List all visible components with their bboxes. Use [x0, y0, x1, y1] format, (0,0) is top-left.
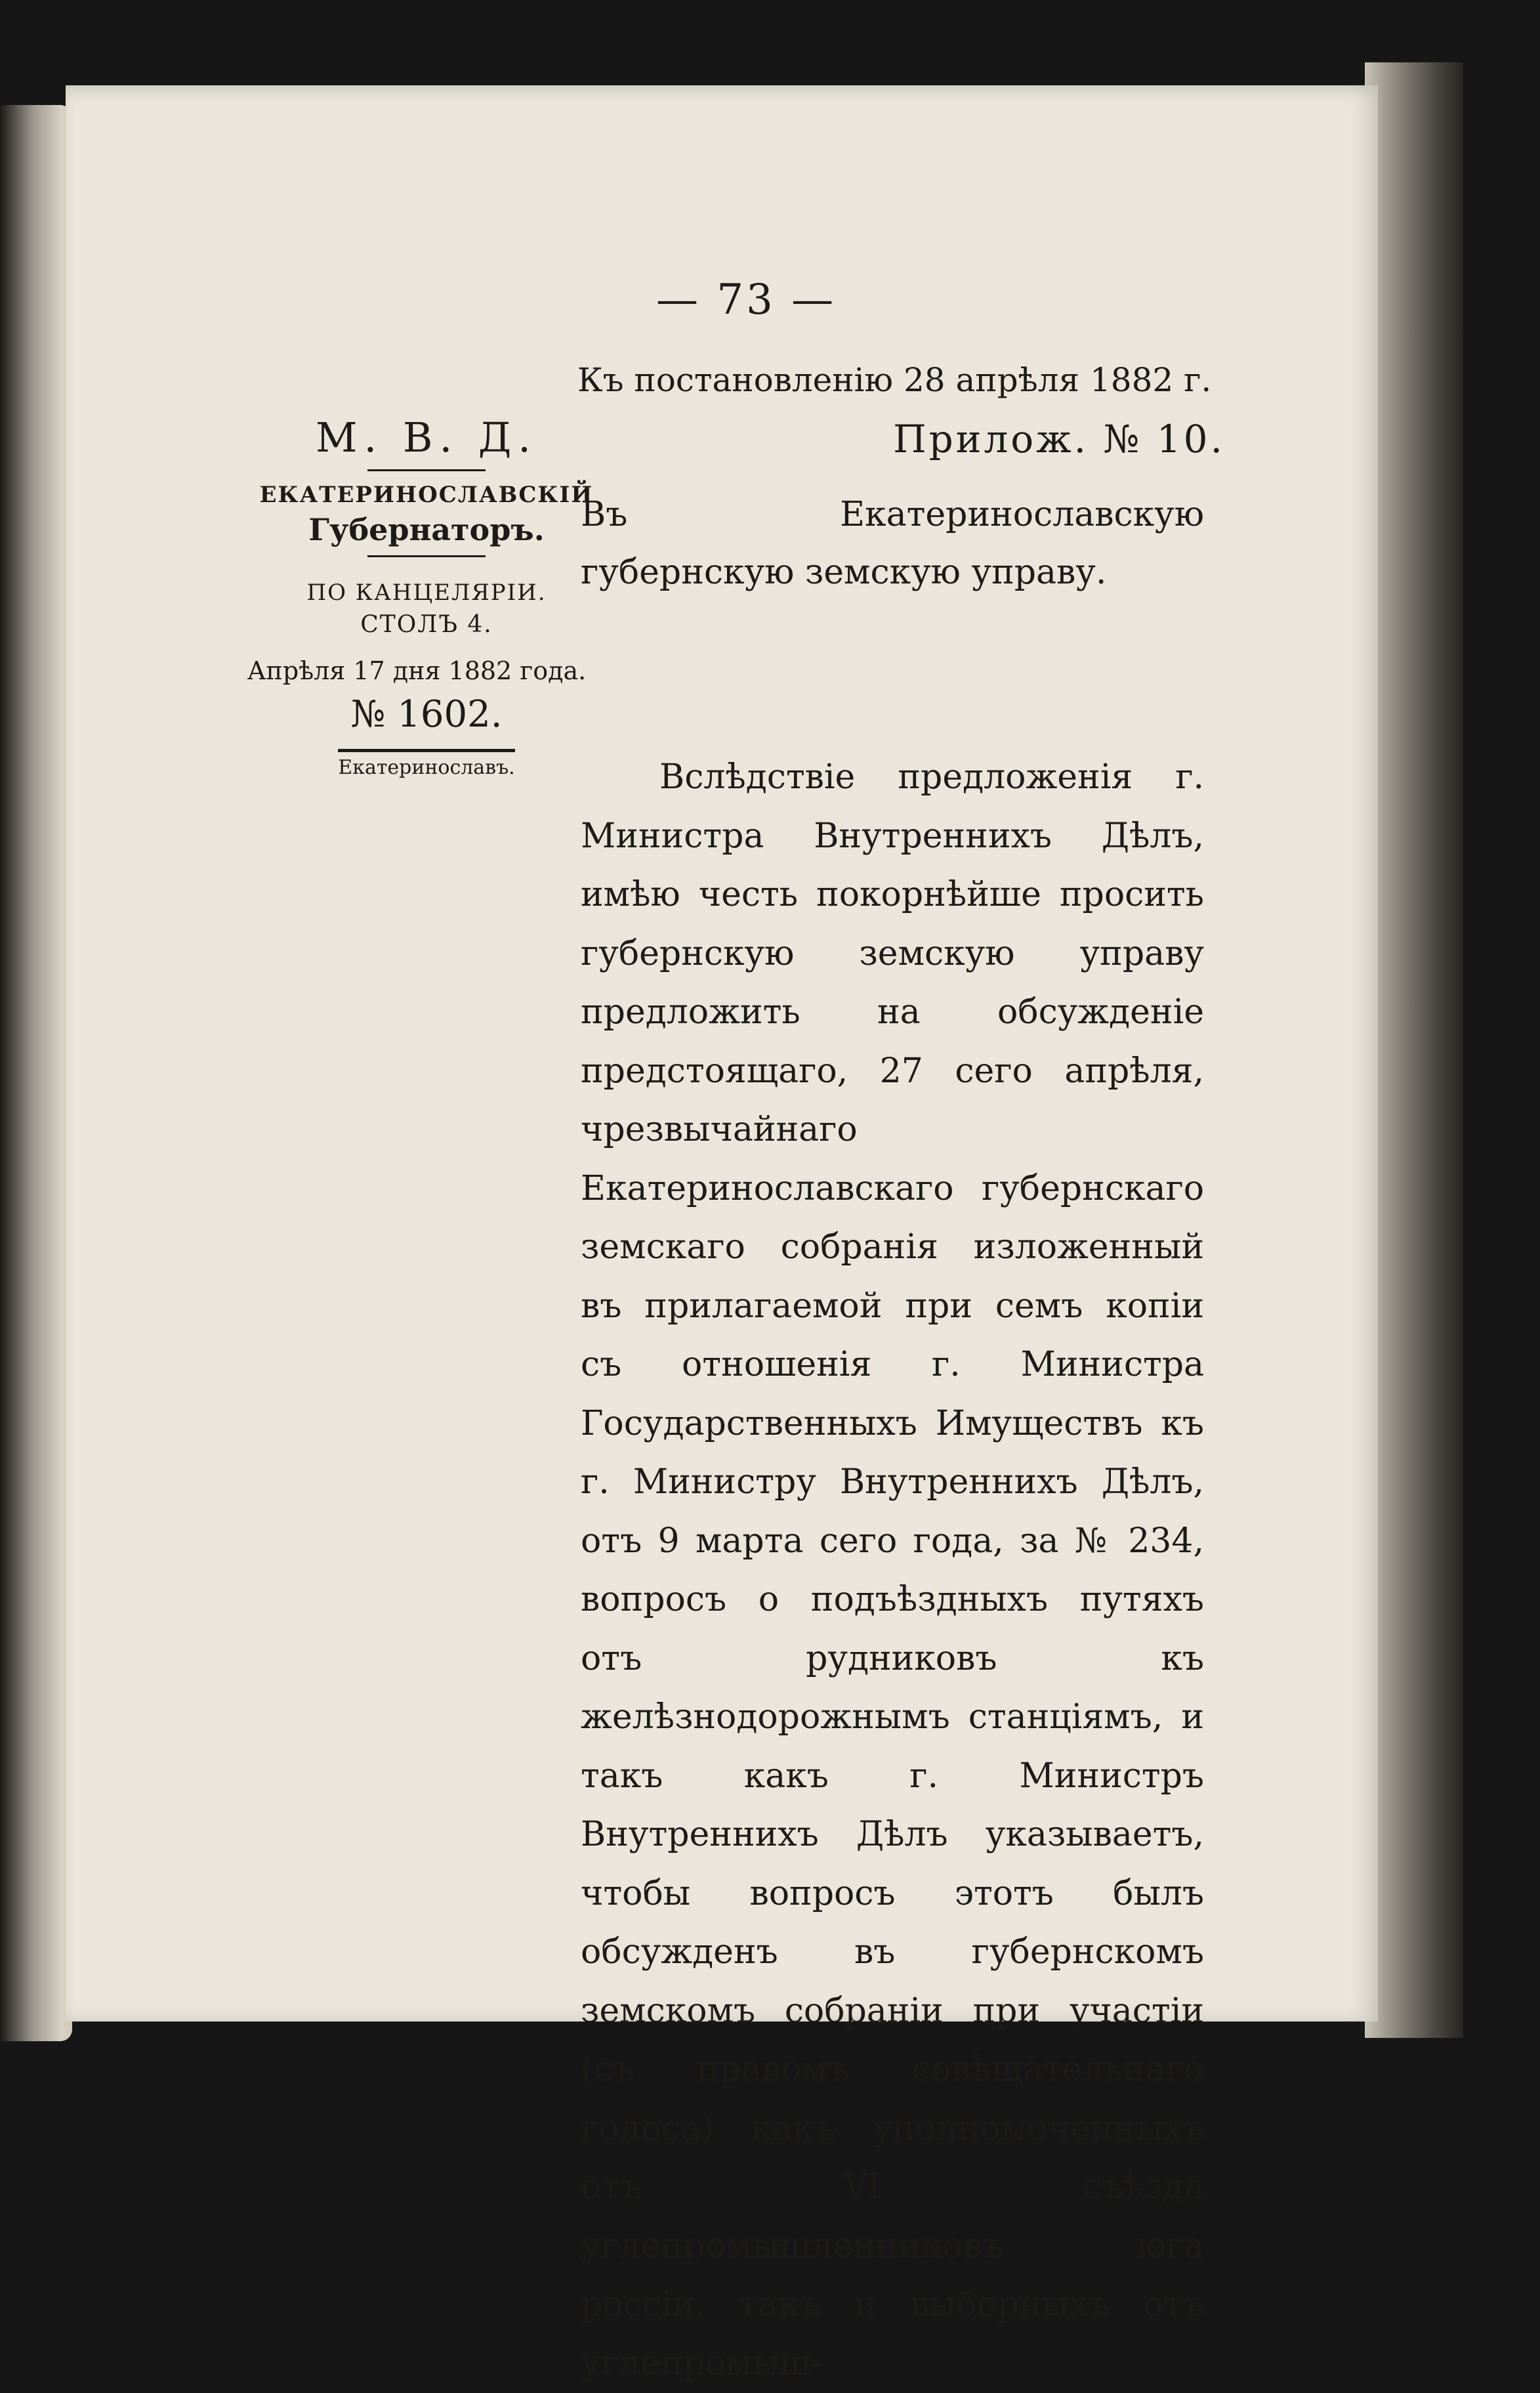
resolution-heading: Къ постановленію 28 апрѣля 1882 г.: [577, 361, 1212, 399]
attachment-label: Прилож. № 10.: [893, 417, 1225, 461]
book-edge: [1365, 62, 1463, 2038]
governor-line-2: Губернаторъ.: [308, 512, 545, 547]
margin-header: [247, 400, 597, 779]
rule-divider: [367, 469, 486, 471]
page-number: — 73 —: [656, 276, 837, 324]
left-page-edge: [0, 105, 72, 2041]
addressee: Въ Екатеринославскую губернскую земскую управу.: [581, 495, 1204, 592]
ministry-label: М. В. Д.: [316, 413, 537, 461]
governor-line-1: ЕКАТЕРИНОСЛАВСКІЙ: [259, 482, 594, 508]
table-label: СТОЛЪ 4.: [360, 611, 493, 638]
document-number: № 1602.: [350, 693, 503, 736]
body-text: Вслѣдствіе предложенія г. Министра Внутреннихъ Дѣлъ, имѣю честь покорнѣйше просить губернскую земскую управу предложить на обсужденіе предстоящаго, 27 сего апрѣля, чрезвычайнаго Екатеринославскаго губернскаго земскаго собранія изложенный въ прилагаемой при семъ копіи съ отношенія г. Министра Государственныхъ Имуществъ къ г. Министру Внутреннихъ Дѣлъ, отъ 9 марта сего года, за № 234, вопросъ о подъѣздныхъ путяхъ отъ рудниковъ къ желѣзнодорожнымъ станціямъ, и такъ какъ г. Министръ Внутреннихъ Дѣлъ указываетъ, чтобы вопросъ этотъ былъ обсужденъ въ губернскомъ земскомъ собраніи при участіи (съ правомъ совѣщательнаго голоса) какъ уполномоченныхъ отъ VI съѣзда углепромышленниковъ юга россіи, такъ и выборныхъ отъ углепромыш-: [581, 757, 1204, 2383]
body-paragraph: [581, 748, 1204, 2393]
city-label: Екатеринославъ.: [338, 749, 514, 779]
rule-divider: [367, 555, 486, 557]
document-date: Апрѣля 17 дня 1882 года.: [247, 656, 587, 685]
office-label: ПО КАНЦЕЛЯРІИ.: [306, 580, 547, 606]
